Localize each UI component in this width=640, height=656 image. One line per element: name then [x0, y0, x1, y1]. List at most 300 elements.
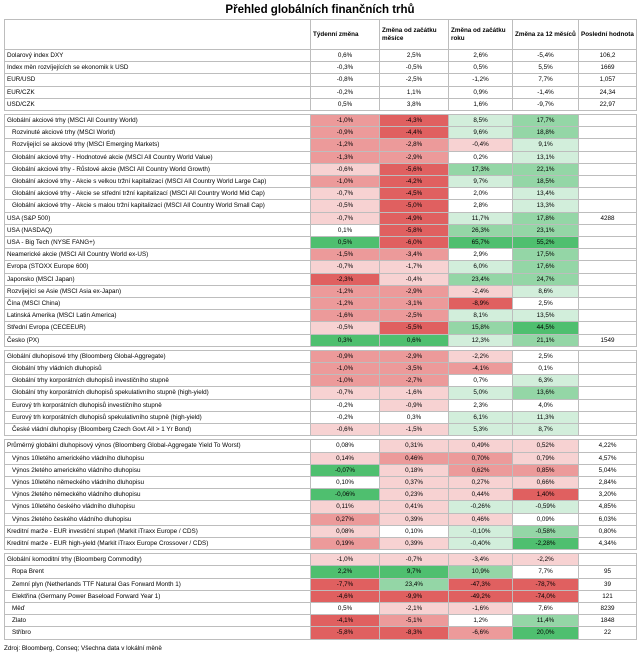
row-label: Globální akciové trhy - Růstové akcie (MSCI All Country World Growth): [5, 163, 311, 175]
12m-change-cell: 7,7%: [513, 74, 579, 86]
ytd-change-cell: -6,6%: [449, 627, 513, 639]
weekly-change-cell: 0,08%: [311, 440, 380, 452]
12m-change-cell: 13,3%: [513, 200, 579, 212]
weekly-change-cell: 0,27%: [311, 513, 380, 525]
last-value-cell: [579, 424, 637, 436]
table-row: [5, 249, 637, 261]
row-label: Kreditní marže - EUR investiční stupeň (Markit iTraxx Europe / CDS): [5, 525, 311, 537]
mtd-change-cell: -1,7%: [380, 261, 449, 273]
ytd-change-cell: 6,0%: [449, 261, 513, 273]
mtd-change-cell: -4,3%: [380, 115, 449, 127]
last-value-cell: 0,80%: [579, 525, 637, 537]
mtd-change-cell: 0,3%: [380, 411, 449, 423]
row-label: Rozvinuté akciové trhy (MSCI World): [5, 127, 311, 139]
12m-change-cell: 17,6%: [513, 261, 579, 273]
weekly-change-cell: 0,08%: [311, 525, 380, 537]
mtd-change-cell: 0,6%: [380, 334, 449, 346]
weekly-change-cell: -1,5%: [311, 249, 380, 261]
row-label: Kreditní marže - EUR high-yield (Markit iTraxx Europe Crossover / CDS): [5, 537, 311, 549]
row-label: Rozvíjející se Asie (MSCI Asia ex-Japan): [5, 285, 311, 297]
weekly-change-cell: -0,2%: [311, 411, 380, 423]
row-label: Ropa Brent: [5, 566, 311, 578]
row-label: Globální trhy korporátních dluhopisů investičního stupně: [5, 375, 311, 387]
mtd-change-cell: 3,8%: [380, 98, 449, 110]
ytd-change-cell: 6,1%: [449, 411, 513, 423]
last-value-cell: [579, 151, 637, 163]
weekly-change-cell: -0,07%: [311, 464, 380, 476]
ytd-change-cell: 0,46%: [449, 513, 513, 525]
last-value-cell: 106,2: [579, 50, 637, 62]
12m-change-cell: 17,5%: [513, 249, 579, 261]
table-row: [5, 298, 637, 310]
ytd-change-cell: 2,0%: [449, 188, 513, 200]
mtd-change-cell: -0,4%: [380, 273, 449, 285]
table-row: [5, 224, 637, 236]
ytd-change-cell: -4,1%: [449, 363, 513, 375]
weekly-change-cell: -1,6%: [311, 310, 380, 322]
row-label: EUR/USD: [5, 74, 311, 86]
12m-change-cell: -2,28%: [513, 537, 579, 549]
ytd-change-cell: 1,2%: [449, 615, 513, 627]
last-value-cell: [579, 200, 637, 212]
last-value-cell: [579, 115, 637, 127]
mtd-change-cell: -5,5%: [380, 322, 449, 334]
table-row: [5, 115, 637, 127]
ytd-change-cell: 2,6%: [449, 50, 513, 62]
last-value-cell: [579, 188, 637, 200]
ytd-change-cell: 10,9%: [449, 566, 513, 578]
table-row: [5, 537, 637, 549]
ytd-change-cell: -0,4%: [449, 139, 513, 151]
ytd-change-cell: 0,70%: [449, 452, 513, 464]
ytd-change-cell: 23,4%: [449, 273, 513, 285]
row-label: Průměrný globální dluhopisový výnos (Bloomberg Global-Aggregate Yield To Worst): [5, 440, 311, 452]
ytd-change-cell: 8,5%: [449, 115, 513, 127]
table-row: [5, 627, 637, 639]
table-row: [5, 615, 637, 627]
table-row: [5, 452, 637, 464]
mtd-change-cell: 0,39%: [380, 513, 449, 525]
ytd-change-cell: 9,7%: [449, 176, 513, 188]
row-label: Čína (MSCI China): [5, 298, 311, 310]
last-value-cell: 4,57%: [579, 452, 637, 464]
header-cell-12m: Změna za 12 měsíců: [513, 20, 579, 50]
12m-change-cell: -2,2%: [513, 554, 579, 566]
ytd-change-cell: -8,9%: [449, 298, 513, 310]
table-row: [5, 375, 637, 387]
mtd-change-cell: -1,5%: [380, 424, 449, 436]
weekly-change-cell: -1,0%: [311, 554, 380, 566]
row-label: EUR/CZK: [5, 86, 311, 98]
table-row: [5, 74, 637, 86]
table-row: [5, 200, 637, 212]
last-value-cell: 22: [579, 627, 637, 639]
table-row: [5, 525, 637, 537]
table-row: [5, 151, 637, 163]
weekly-change-cell: -1,3%: [311, 151, 380, 163]
table-row: [5, 411, 637, 423]
ytd-change-cell: 0,5%: [449, 62, 513, 74]
row-label: Výnos 10letého českého vládního dluhopisu: [5, 501, 311, 513]
last-value-cell: 4,34%: [579, 537, 637, 549]
row-label: Globální akciové trhy - Akcie s velkou tržní kapitalizací (MSCI All Country World Large Cap): [5, 176, 311, 188]
12m-change-cell: 13,5%: [513, 310, 579, 322]
row-label: Měď: [5, 602, 311, 614]
12m-change-cell: -5,4%: [513, 50, 579, 62]
mtd-change-cell: -2,1%: [380, 602, 449, 614]
last-value-cell: 4,85%: [579, 501, 637, 513]
mtd-change-cell: -0,5%: [380, 62, 449, 74]
weekly-change-cell: -0,9%: [311, 350, 380, 362]
table-row: [5, 261, 637, 273]
ytd-change-cell: 17,3%: [449, 163, 513, 175]
weekly-change-cell: -0,6%: [311, 424, 380, 436]
12m-change-cell: 2,5%: [513, 350, 579, 362]
12m-change-cell: -0,58%: [513, 525, 579, 537]
12m-change-cell: 24,7%: [513, 273, 579, 285]
last-value-cell: 1848: [579, 615, 637, 627]
last-value-cell: [579, 322, 637, 334]
table-row: [5, 176, 637, 188]
ytd-change-cell: 0,62%: [449, 464, 513, 476]
table-row: [5, 464, 637, 476]
table-row: [5, 237, 637, 249]
table-row: [5, 602, 637, 614]
row-label: Výnos 2letého českého vládního dluhopisu: [5, 513, 311, 525]
weekly-change-cell: 2,2%: [311, 566, 380, 578]
row-label: Japonsko (MSCI Japan): [5, 273, 311, 285]
last-value-cell: 3,20%: [579, 489, 637, 501]
weekly-change-cell: -0,7%: [311, 261, 380, 273]
table-row: [5, 590, 637, 602]
header-cell-weekly: Týdenní změna: [311, 20, 380, 50]
12m-change-cell: 11,4%: [513, 615, 579, 627]
row-label: Neamerické akcie (MSCI All Country World ex-US): [5, 249, 311, 261]
header-row: [5, 20, 637, 50]
last-value-cell: 6,03%: [579, 513, 637, 525]
weekly-change-cell: -0,9%: [311, 127, 380, 139]
mtd-change-cell: -2,9%: [380, 285, 449, 297]
12m-change-cell: 11,3%: [513, 411, 579, 423]
ytd-change-cell: -1,6%: [449, 602, 513, 614]
12m-change-cell: 44,5%: [513, 322, 579, 334]
ytd-change-cell: 1,6%: [449, 98, 513, 110]
mtd-change-cell: -2,9%: [380, 151, 449, 163]
weekly-change-cell: 0,6%: [311, 50, 380, 62]
mtd-change-cell: -5,6%: [380, 163, 449, 175]
mtd-change-cell: -3,1%: [380, 298, 449, 310]
row-label: Globální akciové trhy - Akcie s malou tržní kapitalizací (MSCI All Country World Small Cap): [5, 200, 311, 212]
last-value-cell: [579, 224, 637, 236]
table-row: [5, 62, 637, 74]
mtd-change-cell: 1,1%: [380, 86, 449, 98]
12m-change-cell: 4,0%: [513, 399, 579, 411]
mtd-change-cell: 0,37%: [380, 476, 449, 488]
last-value-cell: [579, 163, 637, 175]
ytd-change-cell: 2,9%: [449, 249, 513, 261]
table-row: [5, 50, 637, 62]
weekly-change-cell: 0,10%: [311, 476, 380, 488]
mtd-change-cell: -1,6%: [380, 387, 449, 399]
weekly-change-cell: -4,1%: [311, 615, 380, 627]
header-cell-mtd: Změna od začátku měsíce: [380, 20, 449, 50]
weekly-change-cell: -1,2%: [311, 139, 380, 151]
mtd-change-cell: -2,8%: [380, 139, 449, 151]
mtd-change-cell: 23,4%: [380, 578, 449, 590]
ytd-change-cell: 5,3%: [449, 424, 513, 436]
mtd-change-cell: -0,9%: [380, 399, 449, 411]
row-label: Globální akciové trhy - Akcie se střední tržní kapitalizací (MSCI All Country World Mid Cap): [5, 188, 311, 200]
row-label: Výnos 2letého amerického vládního dluhopisu: [5, 464, 311, 476]
12m-change-cell: 13,6%: [513, 387, 579, 399]
row-label: Dolarový index DXY: [5, 50, 311, 62]
weekly-change-cell: -0,7%: [311, 188, 380, 200]
ytd-change-cell: 0,2%: [449, 151, 513, 163]
row-label: Evropa (STOXX Europe 600): [5, 261, 311, 273]
table-row: [5, 387, 637, 399]
mtd-change-cell: -5,0%: [380, 200, 449, 212]
row-label: USA (S&P 500): [5, 212, 311, 224]
row-label: Elektřina (Germany Power Baseload Forward Year 1): [5, 590, 311, 602]
mtd-change-cell: -2,7%: [380, 375, 449, 387]
last-value-cell: [579, 375, 637, 387]
12m-change-cell: 2,5%: [513, 298, 579, 310]
mtd-change-cell: -4,2%: [380, 176, 449, 188]
12m-change-cell: 0,85%: [513, 464, 579, 476]
row-label: Latinská Amerika (MSCI Latin America): [5, 310, 311, 322]
12m-change-cell: 17,7%: [513, 115, 579, 127]
ytd-change-cell: -47,3%: [449, 578, 513, 590]
last-value-cell: 4288: [579, 212, 637, 224]
row-label: Globální trhy vládních dluhopisů: [5, 363, 311, 375]
12m-change-cell: 20,0%: [513, 627, 579, 639]
weekly-change-cell: -0,8%: [311, 74, 380, 86]
ytd-change-cell: 26,3%: [449, 224, 513, 236]
weekly-change-cell: -4,6%: [311, 590, 380, 602]
row-label: Stříbro: [5, 627, 311, 639]
mtd-change-cell: -2,5%: [380, 310, 449, 322]
12m-change-cell: 5,5%: [513, 62, 579, 74]
weekly-change-cell: -7,7%: [311, 578, 380, 590]
last-value-cell: [579, 387, 637, 399]
row-label: Eurový trh korporátních dluhopisů investičního stupně: [5, 399, 311, 411]
mtd-change-cell: -8,3%: [380, 627, 449, 639]
weekly-change-cell: 0,5%: [311, 237, 380, 249]
row-label: Rozvíjející se akciové trhy (MSCI Emerging Markets): [5, 139, 311, 151]
ytd-change-cell: -2,2%: [449, 350, 513, 362]
mtd-change-cell: 0,31%: [380, 440, 449, 452]
mtd-change-cell: -0,7%: [380, 554, 449, 566]
last-value-cell: 2,84%: [579, 476, 637, 488]
weekly-change-cell: 0,5%: [311, 98, 380, 110]
ytd-change-cell: 12,3%: [449, 334, 513, 346]
last-value-cell: [579, 554, 637, 566]
12m-change-cell: 13,4%: [513, 188, 579, 200]
row-label: Globální akciové trhy - Hodnotové akcie (MSCI All Country World Value): [5, 151, 311, 163]
table-header: [5, 20, 637, 50]
ytd-change-cell: 9,6%: [449, 127, 513, 139]
table-row: [5, 501, 637, 513]
last-value-cell: [579, 298, 637, 310]
mtd-change-cell: 2,5%: [380, 50, 449, 62]
mtd-change-cell: -4,5%: [380, 188, 449, 200]
mtd-change-cell: -4,9%: [380, 212, 449, 224]
row-label: Zlato: [5, 615, 311, 627]
row-label: USD/CZK: [5, 98, 311, 110]
row-label: Globální komoditní trhy (Bloomberg Commodity): [5, 554, 311, 566]
table-row: [5, 578, 637, 590]
market-overview-table: [4, 19, 637, 640]
header-cell-label: [5, 20, 311, 50]
table-row: [5, 98, 637, 110]
12m-change-cell: 1,40%: [513, 489, 579, 501]
last-value-cell: [579, 273, 637, 285]
table-row: [5, 285, 637, 297]
table-row: [5, 476, 637, 488]
row-label: Výnos 10letého amerického vládního dluhopisu: [5, 452, 311, 464]
12m-change-cell: 7,7%: [513, 566, 579, 578]
row-label: Eurový trh korporátních dluhopisů spekulativního stupně (high-yield): [5, 411, 311, 423]
12m-change-cell: 13,1%: [513, 151, 579, 163]
last-value-cell: 1549: [579, 334, 637, 346]
row-label: Zemní plyn (Netherlands TTF Natural Gas Forward Month 1): [5, 578, 311, 590]
mtd-change-cell: -5,1%: [380, 615, 449, 627]
table-row: [5, 440, 637, 452]
last-value-cell: 8239: [579, 602, 637, 614]
row-label: Globální akciové trhy (MSCI All Country World): [5, 115, 311, 127]
mtd-change-cell: -2,5%: [380, 74, 449, 86]
last-value-cell: [579, 350, 637, 362]
ytd-change-cell: -0,10%: [449, 525, 513, 537]
last-value-cell: [579, 249, 637, 261]
table-row: [5, 489, 637, 501]
table-row: [5, 212, 637, 224]
row-label: USA - Big Tech (NYSE FANG+): [5, 237, 311, 249]
table-row: [5, 513, 637, 525]
12m-change-cell: 18,8%: [513, 127, 579, 139]
last-value-cell: [579, 139, 637, 151]
12m-change-cell: 9,1%: [513, 139, 579, 151]
weekly-change-cell: -0,3%: [311, 62, 380, 74]
ytd-change-cell: 11,7%: [449, 212, 513, 224]
table-row: [5, 399, 637, 411]
table-row: [5, 310, 637, 322]
row-label: Globální trhy korporátních dluhopisů spekulativního stupně (high-yield): [5, 387, 311, 399]
mtd-change-cell: 0,46%: [380, 452, 449, 464]
weekly-change-cell: -1,0%: [311, 375, 380, 387]
mtd-change-cell: 0,39%: [380, 537, 449, 549]
ytd-change-cell: -49,2%: [449, 590, 513, 602]
table-row: [5, 554, 637, 566]
table-row: [5, 424, 637, 436]
weekly-change-cell: -0,6%: [311, 163, 380, 175]
weekly-change-cell: -1,2%: [311, 285, 380, 297]
last-value-cell: [579, 411, 637, 423]
weekly-change-cell: 0,5%: [311, 602, 380, 614]
ytd-change-cell: 2,3%: [449, 399, 513, 411]
last-value-cell: [579, 237, 637, 249]
mtd-change-cell: -6,0%: [380, 237, 449, 249]
table-row: [5, 566, 637, 578]
weekly-change-cell: -5,8%: [311, 627, 380, 639]
ytd-change-cell: 0,7%: [449, 375, 513, 387]
mtd-change-cell: 0,41%: [380, 501, 449, 513]
weekly-change-cell: -0,2%: [311, 399, 380, 411]
ytd-change-cell: 0,49%: [449, 440, 513, 452]
ytd-change-cell: 65,7%: [449, 237, 513, 249]
last-value-cell: 95: [579, 566, 637, 578]
mtd-change-cell: -2,9%: [380, 350, 449, 362]
weekly-change-cell: -0,7%: [311, 387, 380, 399]
last-value-cell: [579, 363, 637, 375]
table-row: [5, 188, 637, 200]
table-body: [5, 50, 637, 640]
ytd-change-cell: 8,1%: [449, 310, 513, 322]
mtd-change-cell: -4,4%: [380, 127, 449, 139]
12m-change-cell: 7,6%: [513, 602, 579, 614]
ytd-change-cell: 0,9%: [449, 86, 513, 98]
mtd-change-cell: -9,9%: [380, 590, 449, 602]
12m-change-cell: 0,1%: [513, 363, 579, 375]
row-label: Výnos 2letého německého vládního dluhopisu: [5, 489, 311, 501]
row-label: Česko (PX): [5, 334, 311, 346]
last-value-cell: [579, 310, 637, 322]
weekly-change-cell: -2,3%: [311, 273, 380, 285]
12m-change-cell: 21,1%: [513, 334, 579, 346]
12m-change-cell: 8,7%: [513, 424, 579, 436]
ytd-change-cell: 0,27%: [449, 476, 513, 488]
weekly-change-cell: -0,7%: [311, 212, 380, 224]
12m-change-cell: 6,3%: [513, 375, 579, 387]
weekly-change-cell: 0,14%: [311, 452, 380, 464]
ytd-change-cell: 0,44%: [449, 489, 513, 501]
weekly-change-cell: -0,5%: [311, 322, 380, 334]
12m-change-cell: 17,8%: [513, 212, 579, 224]
weekly-change-cell: -0,2%: [311, 86, 380, 98]
12m-change-cell: 0,52%: [513, 440, 579, 452]
12m-change-cell: -74,0%: [513, 590, 579, 602]
weekly-change-cell: -1,0%: [311, 176, 380, 188]
weekly-change-cell: -1,2%: [311, 298, 380, 310]
ytd-change-cell: -0,26%: [449, 501, 513, 513]
row-label: Střední Evropa (CECEEUR): [5, 322, 311, 334]
table-row: [5, 350, 637, 362]
12m-change-cell: -78,7%: [513, 578, 579, 590]
last-value-cell: 1,057: [579, 74, 637, 86]
last-value-cell: [579, 176, 637, 188]
12m-change-cell: 8,6%: [513, 285, 579, 297]
ytd-change-cell: 15,8%: [449, 322, 513, 334]
mtd-change-cell: 0,18%: [380, 464, 449, 476]
ytd-change-cell: -0,40%: [449, 537, 513, 549]
last-value-cell: 121: [579, 590, 637, 602]
12m-change-cell: 0,79%: [513, 452, 579, 464]
weekly-change-cell: 0,19%: [311, 537, 380, 549]
last-value-cell: 4,22%: [579, 440, 637, 452]
mtd-change-cell: 0,10%: [380, 525, 449, 537]
last-value-cell: 24,34: [579, 86, 637, 98]
mtd-change-cell: 0,23%: [380, 489, 449, 501]
weekly-change-cell: -1,0%: [311, 115, 380, 127]
weekly-change-cell: -0,5%: [311, 200, 380, 212]
table-row: [5, 86, 637, 98]
mtd-change-cell: -5,8%: [380, 224, 449, 236]
ytd-change-cell: 2,8%: [449, 200, 513, 212]
last-value-cell: 22,97: [579, 98, 637, 110]
12m-change-cell: 22,1%: [513, 163, 579, 175]
last-value-cell: 39: [579, 578, 637, 590]
table-row: [5, 273, 637, 285]
